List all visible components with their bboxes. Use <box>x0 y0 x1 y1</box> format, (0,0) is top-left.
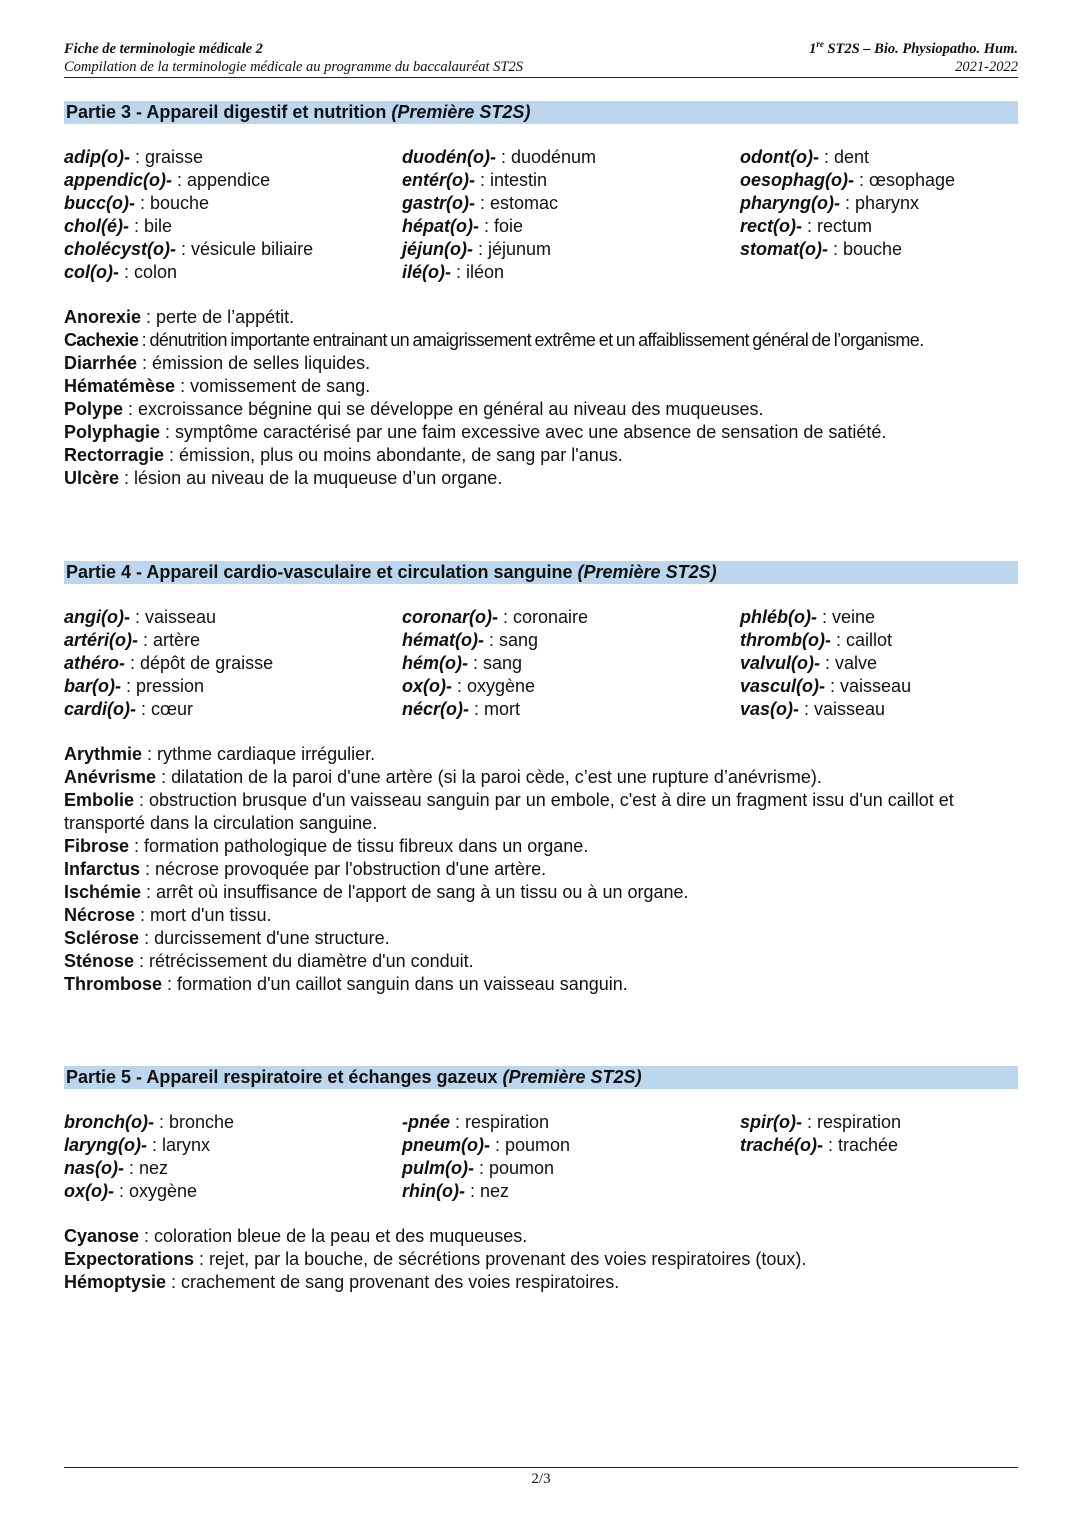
prefix-item: jéjun(o)- : jéjunum <box>402 239 552 259</box>
prefix-column <box>740 146 1018 284</box>
definition: Cachexie : dénutrition importante entrainant un amaigrissement extrême et un affaiblissement général de l’organisme. <box>64 330 924 350</box>
prefix-column <box>402 606 740 721</box>
class-label: 1re ST2S – Bio. Physiopatho. Hum. <box>809 39 1018 57</box>
page-header <box>64 40 1018 78</box>
prefix-item: hémat(o)- : sang <box>402 630 539 650</box>
prefix-item: nas(o)- : nez <box>64 1158 169 1178</box>
prefix-item: -pnée : respiration <box>402 1112 550 1132</box>
definition: Ischémie : arrêt où insuffisance de l'apport de sang à un tissu ou à un organe. <box>64 882 689 902</box>
prefix-item: pulm(o)- : poumon <box>402 1158 555 1178</box>
prefix-item: stomat(o)- : bouche <box>740 239 903 259</box>
prefix-item: ox(o)- : oxygène <box>402 676 536 696</box>
prefix-item: gastr(o)- : estomac <box>402 193 559 213</box>
prefix-column <box>402 146 740 284</box>
prefix-item: traché(o)- : trachée <box>740 1135 899 1155</box>
school-year: 2021-2022 <box>955 59 1018 75</box>
prefix-column <box>740 1111 1018 1203</box>
prefix-columns <box>64 146 1018 284</box>
definition: Diarrhée : émission de selles liquides. <box>64 353 371 373</box>
definition: Nécrose : mort d'un tissu. <box>64 905 272 925</box>
definition: Arythmie : rythme cardiaque irrégulier. <box>64 744 376 764</box>
page-number: 2/3 <box>531 1471 551 1487</box>
prefix-item: appendic(o)- : appendice <box>64 170 271 190</box>
section-heading: Partie 3 - Appareil digestif et nutrition (Première ST2S) <box>64 101 1018 124</box>
prefix-item: pneum(o)- : poumon <box>402 1135 571 1155</box>
prefix-item: duodén(o)- : duodénum <box>402 147 597 167</box>
definition: Hémoptysie : crachement de sang provenant des voies respiratoires. <box>64 1272 620 1292</box>
prefix-item: odont(o)- : dent <box>740 147 869 167</box>
definition: Hématémèse : vomissement de sang. <box>64 376 371 396</box>
prefix-item: thromb(o)- : caillot <box>740 630 892 650</box>
definition: Expectorations : rejet, par la bouche, de sécrétions provenant des voies respiratoires (toux). <box>64 1249 807 1269</box>
prefix-item: laryng(o)- : larynx <box>64 1135 211 1155</box>
prefix-item: nécr(o)- : mort <box>402 699 521 719</box>
prefix-item: bronch(o)- : bronche <box>64 1112 235 1132</box>
definition: Ulcère : lésion au niveau de la muqueuse d’un organe. <box>64 468 503 488</box>
prefix-item: ilé(o)- : iléon <box>402 262 505 282</box>
prefix-item: hém(o)- : sang <box>402 653 523 673</box>
definition: Thrombose : formation d'un caillot sanguin dans un vaisseau sanguin. <box>64 974 628 994</box>
prefix-item: valvul(o)- : valve <box>740 653 878 673</box>
definition: Polype : excroissance bégnine qui se développe en général au niveau des muqueuses. <box>64 399 764 419</box>
definition: Anévrisme : dilatation de la paroi d'une artère (si la paroi cède, c’est une rupture d’anévrisme). <box>64 767 822 787</box>
section-partie-4 <box>64 561 1018 996</box>
prefix-item: entér(o)- : intestin <box>402 170 548 190</box>
prefix-column <box>64 1111 402 1203</box>
prefix-item: vascul(o)- : vaisseau <box>740 676 912 696</box>
definition: Cyanose : coloration bleue de la peau et des muqueuses. <box>64 1226 528 1246</box>
prefix-item: bucc(o)- : bouche <box>64 193 210 213</box>
definition: Fibrose : formation pathologique de tissu fibreux dans un organe. <box>64 836 589 856</box>
definition: Embolie : obstruction brusque d'un vaisseau sanguin par un embole, c'est à dire un fragment issu d'un caillot et transporté dans la circulation sanguine. <box>64 790 954 833</box>
prefix-item: col(o)- : colon <box>64 262 178 282</box>
prefix-column <box>64 606 402 721</box>
definition: Sclérose : durcissement d'une structure. <box>64 928 390 948</box>
section-heading: Partie 5 - Appareil respiratoire et échanges gazeux (Première ST2S) <box>64 1066 1018 1089</box>
prefix-column <box>740 606 1018 721</box>
prefix-item: oesophag(o)- : œsophage <box>740 170 956 190</box>
section-partie-3 <box>64 101 1018 490</box>
prefix-item: coronar(o)- : coronaire <box>402 607 589 627</box>
doc-title: Fiche de terminologie médicale 2 <box>64 41 263 57</box>
prefix-columns <box>64 1111 1018 1203</box>
definitions-list <box>64 306 1018 490</box>
definitions-list <box>64 1225 1018 1294</box>
prefix-item: cholécyst(o)- : vésicule biliaire <box>64 239 314 259</box>
prefix-item: vas(o)- : vaisseau <box>740 699 886 719</box>
section-heading: Partie 4 - Appareil cardio-vasculaire et circulation sanguine (Première ST2S) <box>64 561 1018 584</box>
prefix-item: bar(o)- : pression <box>64 676 205 696</box>
prefix-item: hépat(o)- : foie <box>402 216 524 236</box>
prefix-column <box>402 1111 740 1203</box>
prefix-item: chol(é)- : bile <box>64 216 173 236</box>
prefix-item: cardi(o)- : cœur <box>64 699 193 719</box>
prefix-column <box>64 146 402 284</box>
definition: Sténose : rétrécissement du diamètre d'un conduit. <box>64 951 474 971</box>
prefix-item: adip(o)- : graisse <box>64 147 204 167</box>
prefix-item: phléb(o)- : veine <box>740 607 876 627</box>
prefix-item: spir(o)- : respiration <box>740 1112 902 1132</box>
definition: Anorexie : perte de l’appétit. <box>64 307 295 327</box>
doc-subtitle: Compilation de la terminologie médicale au programme du baccalauréat ST2S <box>64 59 523 75</box>
prefix-item: pharyng(o)- : pharynx <box>740 193 920 213</box>
prefix-item: rect(o)- : rectum <box>740 216 873 236</box>
definition: Infarctus : nécrose provoquée par l'obstruction d'une artère. <box>64 859 547 879</box>
prefix-item: rhin(o)- : nez <box>402 1181 510 1201</box>
section-partie-5 <box>64 1066 1018 1294</box>
prefix-item: athéro- : dépôt de graisse <box>64 653 274 673</box>
prefix-item: angi(o)- : vaisseau <box>64 607 217 627</box>
definition: Polyphagie : symptôme caractérisé par une faim excessive avec une absence de sensation de satiété. <box>64 422 887 442</box>
prefix-columns <box>64 606 1018 721</box>
definitions-list <box>64 743 1018 996</box>
prefix-item: artéri(o)- : artère <box>64 630 201 650</box>
definition: Rectorragie : émission, plus ou moins abondante, de sang par l'anus. <box>64 445 623 465</box>
page-footer <box>64 1467 1018 1488</box>
prefix-item: ox(o)- : oxygène <box>64 1181 198 1201</box>
